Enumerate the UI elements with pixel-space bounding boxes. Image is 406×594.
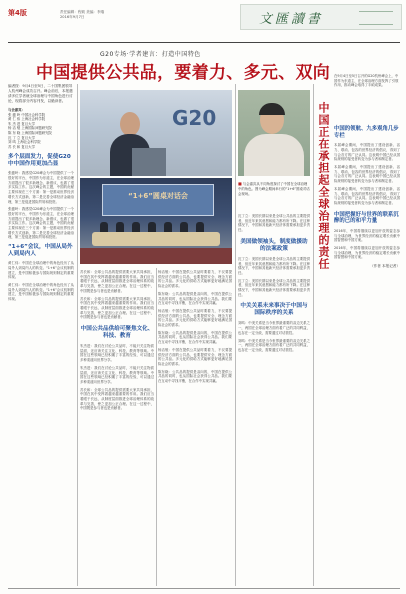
article-paragraph: 杨洁勉：中国在提供公共品时要着力，不仅要提供经济方面的公共品，也要提供安全、理念方面的公共品。多元化的供给方式能够更好地满足国际社会的需求。	[158, 270, 232, 289]
author-byline: （作者 本报记者）	[370, 264, 400, 269]
section-logo	[240, 4, 402, 30]
article-paragraph: 沈丁立：美国长期以来是全球公共品的主要提供者，但近年来其意愿和能力都有所下降。在这种情况下，中国和其他新兴经济体需要承担更多责任。	[238, 256, 310, 275]
g20-logo: G20	[172, 106, 217, 130]
carpet	[80, 248, 232, 264]
podium	[132, 148, 166, 176]
guest-list	[8, 108, 74, 149]
section-subhead: 中关关系未来事决于中国与国际秩序的关系	[240, 303, 308, 317]
guest-item: 沈 丁 立 复旦大学	[8, 135, 35, 140]
photo-portrait	[238, 90, 310, 176]
editor-note: 编者按：9月4日至5日，二十国集团领导人杭州峰会成功召开。峰会前后，本报邀请多位学者就全球治理与中国角色进行讨论，现将部分内容刊发，以飨读者。	[8, 84, 73, 103]
column-divider	[156, 268, 157, 586]
middle-column-1	[80, 270, 154, 586]
right-column-body	[334, 120, 400, 269]
page-number	[8, 10, 27, 17]
top-divider	[8, 42, 400, 43]
guest-item: 朱 杰 进 复旦大学	[8, 121, 35, 126]
section-logo-text: 文匯讀書	[259, 12, 324, 27]
article-paragraph: 张蕴岭：我感觉G20峰会为中国提供了一个很好的平台，中国作为东道主，在全球治理方面提出了很多新理念、新倡议，也做了很多实际工作。这次峰会的主题，中国的贡献主要体现在三个方面：第一是推动世界经济增长方式创新，第二是完善全球经济金融治理，第三是促进国际贸易和投资。	[8, 171, 74, 204]
column-divider	[235, 84, 236, 586]
article-paragraph: 杨洁勉：中国在提供公共品时要着力，不仅要提供经济方面的公共品，也要提供安全、理念方面的公共品。多元化的供给方式能够更好地满足国际社会的需求。	[158, 347, 232, 366]
guest-item: 杨 洁 勉 上海国际问题研究院	[8, 126, 52, 131]
section-subhead: “1+6”会议，中国从局外人到局内人	[8, 244, 73, 258]
article-paragraph: 刘鸣：中美关系是当今世界最重要的双边关系之一，两国在全球治理方面有着广泛的共同利益，也存在一定分歧，需要通过对话管控。	[238, 338, 310, 352]
article-paragraph: 刘鸣：中美关系是当今世界最重要的双边关系之一，两国在全球治理方面有着广泛的共同利益，也存在一定分歧，需要通过对话管控。	[238, 321, 310, 335]
caption-marker-icon: ■	[238, 181, 242, 186]
article-paragraph: 本届峰会期间，中国提出了建设创新、活力、联动、包容的世界经济的倡议，得到了与会各方的广泛认同。这表明中国已经从国际规则的接受者转变为参与者和制定者。	[334, 165, 400, 184]
event-banner	[102, 184, 214, 216]
photo-caption-text: 与会嘉宾从不同角度探讨了中国在全球治理中的角色。图为峰会期间举行的“1+6”圆桌对话会现场。	[238, 182, 310, 196]
middle-column-3	[238, 214, 310, 586]
article-paragraph: 朱杰进：我们在讨论公共品时，不能只关注物质层面，还应该关注文化、科技、教育等领域。中国在这些领域已经积累了丰富的经验，可以通过多种渠道向世界分享。	[80, 365, 154, 384]
article-paragraph: 黄仁伟：中国在全球治理中的角色经历了从局外人到局内人的转变。“1+6”会议机制的建立，是中国积极参与国际规则制定的重要体现。	[8, 261, 74, 280]
kicker: G20专场·学者建言：打造中国特色	[100, 51, 201, 58]
section-subhead: 美国做领袖头，制度做援助的法案政策	[240, 238, 308, 252]
photo-caption	[238, 182, 310, 196]
article-paragraph: 2016年，中国将继续以更加开放的姿态参与全球治理，为世界经济的稳定增长贡献中国智慧和中国方案。	[334, 245, 400, 260]
article-paragraph: 本届峰会期间，中国提出了建设创新、活力、联动、包容的世界经济的倡议，得到了与会各方的广泛认同。这表明中国已经从国际规则的接受者转变为参与者和制定者。	[334, 143, 400, 162]
guest-item: 陈 东 晓 上海国际问题研究院	[8, 130, 52, 135]
article-paragraph: 苏长和：全球公共品的提供需要大家共同承担，中国在其中发挥着越来越重要的作用。我们应当着眼于长远，从制度层面推进全球治理体系的改革与完善，使之更加公正合理。在这一过程中，中国既是参与者也是贡献者。	[80, 296, 154, 320]
article-paragraph: 黄仁伟：中国在全球治理中的角色经历了从局外人到局内人的转变。“1+6”会议机制的建立，是中国积极参与国际规则制定的重要体现。	[8, 283, 74, 302]
logo-ornament	[359, 11, 393, 25]
guest-item: 苏 长 和 复旦大学	[8, 144, 35, 149]
guest-item: 刘 鸣 上海社会科学院	[8, 140, 41, 145]
right-column-title: 中国正在承担起全球治理的责任	[317, 102, 330, 270]
article-paragraph: 2016年，中国将继续以更加开放的姿态参与全球治理，为世界经济的稳定增长贡献中国智慧和中国方案。	[334, 228, 400, 243]
page-number-label: 第4版	[8, 9, 27, 17]
event-banner-title: “1+6”圆桌对话会	[128, 192, 188, 200]
article-paragraph: 陈东晓：公共品的提供是双向的，中国在提供公共品的同时，也从国际社会获得公共品。我们要在互动中寻找平衡，在合作中实现共赢。	[158, 369, 232, 384]
photo-roundtable	[80, 178, 232, 264]
section-subhead: 中国公共品供给可聚焦文化、科技、教育	[80, 326, 154, 340]
section-subhead: 中国的领航、九多观角几步专栏	[334, 126, 399, 139]
guest-list-label: 与会嘉宾：	[8, 108, 25, 112]
masthead	[8, 4, 400, 42]
bottom-divider	[8, 588, 400, 589]
photo-speaker	[80, 90, 232, 176]
issue-line-editor: 责任编辑：程莉 美编：李瑞	[60, 10, 105, 14]
article-paragraph: 本届峰会期间，中国提出了建设创新、活力、联动、包容的世界经济的倡议，得到了与会各方的广泛认同。这表明中国已经从国际规则的接受者转变为参与者和制定者。	[334, 186, 400, 205]
guest-item: 黄 仁 伟 上海社会科学院	[8, 117, 46, 122]
article-paragraph: 陈东晓：公共品的提供是双向的，中国在提供公共品的同时，也从国际社会获得公共品。我们要在互动中寻找平衡，在合作中实现共赢。	[158, 291, 232, 306]
issue-info	[60, 10, 150, 20]
article-paragraph: 沈丁立：美国长期以来是全球公共品的主要提供者，但近年来其意愿和能力都有所下降。在这种情况下，中国和其他新兴经济体需要承担更多责任。	[238, 214, 310, 233]
guest-item: 张 蕴 岭 中国社会科学院	[8, 112, 46, 117]
article-paragraph: 沈丁立：美国长期以来是全球公共品的主要提供者，但近年来其意愿和能力都有所下降。在这种情况下，中国和其他新兴经济体需要承担更多责任。	[238, 278, 310, 297]
column-divider	[313, 84, 314, 586]
article-paragraph: 苏长和：全球公共品的提供需要大家共同承担，中国在其中发挥着越来越重要的作用。我们应当着眼于长远，从制度层面推进全球治理体系的改革与完善，使之更加公正合理。在这一过程中，中国既是参与者也是贡献者。	[80, 387, 154, 411]
article-paragraph: 张蕴岭：我感觉G20峰会为中国提供了一个很好的平台，中国作为东道主，在全球治理方面提出了很多新理念、新倡议，也做了很多实际工作。这次峰会的主题，中国的贡献主要体现在三个方面：第一是推动世界经济增长方式创新，第二是完善全球经济金融治理，第三是促进国际贸易和投资。	[8, 207, 74, 240]
main-headline: 中国提供公共品，要着力、多元、双向	[36, 63, 331, 83]
issue-line-date: 2016年9月7日	[60, 15, 85, 19]
article-paragraph: 朱杰进：我们在讨论公共品时，不能只关注物质层面，还应该关注文化、科技、教育等领域。中国在这些领域已经积累了丰富的经验，可以通过多种渠道向世界分享。	[80, 344, 154, 363]
section-subhead: 中国把握好与世界的联系沉醉的已的和平力量	[334, 211, 399, 225]
conference-table	[92, 232, 220, 246]
section-subhead: 多个层面发力，促使G20中中国作用更加凸显	[8, 154, 71, 168]
left-column	[8, 84, 74, 586]
article-paragraph: 苏长和：全球公共品的提供需要大家共同承担，中国在其中发挥着越来越重要的作用。我们应当着眼于长远，从制度层面推进全球治理体系的改革与完善，使之更加公正合理。在这一过程中，中国既是参与者也是贡献者。	[80, 270, 154, 293]
right-intro: 在9月4日至5日召开的G20杭州峰会上，中国作为东道主，在全球治理方面发挥了引领作用，推动峰会取得了丰硕成果。	[334, 74, 399, 88]
column-divider	[77, 84, 78, 586]
article-paragraph: 陈东晓：公共品的提供是双向的，中国在提供公共品的同时，也从国际社会获得公共品。我们要在互动中寻找平衡，在合作中实现共赢。	[158, 330, 232, 345]
middle-column-2	[158, 270, 232, 586]
article-paragraph: 杨洁勉：中国在提供公共品时要着力，不仅要提供经济方面的公共品，也要提供安全、理念方面的公共品。多元化的供给方式能够更好地满足国际社会的需求。	[158, 308, 232, 328]
